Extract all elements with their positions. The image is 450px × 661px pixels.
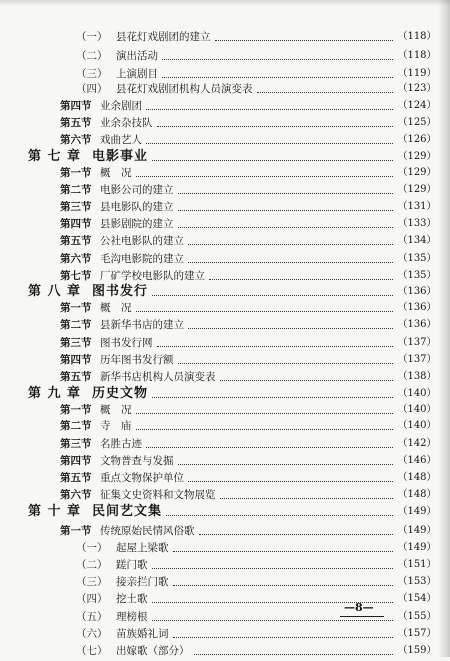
toc-sub-title: 挖土歌 [116,593,148,605]
toc-sub-title: 起屋上梁歌 [116,542,169,554]
toc-dot-leader [178,363,393,364]
toc-section-number: 第二节 [60,184,92,196]
toc-section-title: 历年图书发行额 [100,354,174,366]
toc-section-title: 寺 庙 [100,420,132,432]
toc-dot-leader [173,637,393,638]
toc-section-number: 第一节 [60,404,92,416]
toc-dot-leader [162,77,393,78]
toc-sub-row [0,641,450,661]
toc-page-number: （129） [397,151,437,162]
toc-section-number: 第三节 [60,337,92,349]
page-number: —8— [344,601,374,614]
toc-dot-leader [173,585,393,586]
toc-page-number: （142） [397,438,437,449]
toc-chapter-number: 第 七 章 [28,149,82,164]
toc-section-title: 业余剧团 [100,100,142,112]
toc-section-title: 概 况 [100,167,132,179]
toc-dot-leader [157,126,393,127]
toc-sub-number: （二） [76,50,108,62]
toc-section-title: 县影剧院的建立 [100,218,174,230]
toc-section-title: 图书发行网 [100,337,153,349]
toc-page-number: （148） [397,472,437,483]
toc-dot-leader [220,380,393,381]
toc-dot-leader [199,534,393,535]
toc-sub-title: 接亲拦门歌 [116,576,169,588]
toc-chapter-title: 历史文物 [92,386,149,401]
toc-section-number: 第四节 [60,354,92,366]
toc-sub-row [0,27,450,47]
toc-sub-number: （四） [76,593,108,605]
toc-sub-number: （四） [76,83,108,95]
toc-page-number: （140） [397,388,437,399]
footer-rule [340,616,384,617]
toc-chapter-title: 图书发行 [92,284,149,299]
toc-dot-leader [178,227,393,228]
toc-section-title: 概 况 [100,302,132,314]
toc-section-title: 县电影队的建立 [100,201,174,213]
toc-sub-title: 蹉门歌 [116,559,148,571]
toc-section-title: 重点文物保护单位 [100,472,184,484]
toc-page-number: （149） [397,525,437,536]
toc-dot-leader [146,447,393,448]
toc-dot-leader [136,176,393,177]
toc-dot-leader [178,464,393,465]
toc-dot-leader [136,311,393,312]
toc-dot-leader [178,193,393,194]
toc-dot-leader [178,210,393,211]
toc-page-number: （137） [397,354,437,365]
toc-section-number: 第五节 [60,117,92,129]
toc-section-number: 第四节 [60,218,92,230]
toc-section-title: 征集文史资料和文物展览 [100,489,216,501]
toc-dot-leader [194,654,393,655]
toc-sub-number: （七） [76,645,108,657]
toc-page-number: （155） [397,611,437,622]
toc-section-title: 电影公司的建立 [100,184,174,196]
toc-sub-title: 县花灯戏剧团机构人员演变表 [116,83,253,95]
toc-section-title: 概 况 [100,404,132,416]
toc-page-number: （136） [397,286,437,297]
toc-section-number: 第三节 [60,438,92,450]
toc-page-number: （140） [397,420,437,431]
toc-chapter-number: 第 十 章 [28,504,82,519]
toc-page-number: （124） [397,100,437,111]
toc-sub-number: （三） [76,576,108,588]
toc-section-number: 第二节 [60,420,92,432]
toc-section-title: 名胜古迹 [100,438,142,450]
toc-section-number: 第五节 [60,371,92,383]
toc-sub-number: （一） [76,31,108,43]
toc-sub-number: （三） [76,68,108,80]
toc-section-number: 第五节 [60,235,92,247]
toc-section-number: 第二节 [60,319,92,331]
toc-section-title: 毛沟电影院的建立 [100,253,184,265]
toc-sub-number: （六） [76,628,108,640]
toc-dot-leader [152,568,393,569]
toc-page-number: （151） [397,559,437,570]
toc-section-title: 文物普查与发掘 [100,455,174,467]
toc-section-title: 新华书店机构人员演变表 [100,371,216,383]
toc-dot-leader [136,429,393,430]
toc-dot-leader [188,328,393,329]
toc-section-title: 戏曲艺人 [100,134,142,146]
toc-chapter-number: 第 九 章 [28,386,82,401]
toc-section-title: 县新华书店的建立 [100,319,184,331]
toc-sub-title: 上演剧目 [116,68,158,80]
toc-page-number: （126） [397,134,437,145]
toc-section-row [0,315,450,335]
toc-page-number: （129） [397,184,437,195]
toc-section-number: 第六节 [60,134,92,146]
toc-section-number: 第三节 [60,201,92,213]
toc-page-number: （125） [397,117,437,128]
toc-page-number: （149） [397,506,437,517]
toc-dot-leader [152,397,393,398]
toc-page-number: （159） [397,645,437,656]
toc-page-number: （133） [397,218,437,229]
toc-page-number: （131） [397,201,437,212]
toc-dot-leader [146,109,393,110]
toc-dot-leader [152,160,393,161]
toc-page-number: （149） [397,542,437,553]
toc-dot-leader [157,346,393,347]
toc-dot-leader [152,620,393,621]
toc-sub-row [0,589,450,609]
toc-page-number: （134） [397,235,437,246]
toc-sub-title: 出嫁歌（部分） [116,645,190,657]
toc-page-number: （135） [397,270,437,281]
toc-section-number: 第一节 [60,167,92,179]
toc-section-number: 第六节 [60,253,92,265]
toc-page-number: （148） [397,489,437,500]
toc-sub-title: 理榜根 [116,611,148,623]
toc-dot-leader [215,40,393,41]
toc-section-row [0,231,450,251]
toc-dot-leader [136,413,393,414]
toc-chapter-title: 民间艺文集 [92,504,163,519]
toc-section-title: 传统原始民情风俗歌 [100,525,195,537]
toc-dot-leader [188,481,393,482]
toc-sub-number: （五） [76,611,108,623]
toc-section-title: 公社电影队的建立 [100,235,184,247]
toc-page-number: （123） [397,83,437,94]
toc-dot-leader [209,279,393,280]
toc-section-number: 第五节 [60,472,92,484]
toc-dot-leader [146,143,393,144]
toc-section-number: 第七节 [60,270,92,282]
toc-dot-leader [220,498,393,499]
toc-section-number: 第六节 [60,489,92,501]
toc-chapter-number: 第 八 章 [28,284,82,299]
toc-section-number: 第四节 [60,455,92,467]
toc-page-number: （136） [397,302,437,313]
toc-page-number: （157） [397,628,437,639]
toc-sub-title: 苗族婚礼词 [116,628,169,640]
toc-dot-leader [152,295,393,296]
toc-sub-title: 县花灯戏剧团的建立 [116,31,211,43]
toc-dot-leader [188,262,393,263]
page-binding-shadow [438,0,450,657]
toc-dot-leader [173,551,393,552]
toc-section-title: 厂矿学校电影队的建立 [100,270,205,282]
toc-section-number: 第一节 [60,302,92,314]
toc-page-number: （138） [397,371,437,382]
toc-dot-leader [257,92,393,93]
toc-page-number: （119） [397,68,437,79]
toc-section-row [0,416,450,436]
toc-page-number: （135） [397,253,437,264]
toc-page-number: （154） [397,593,437,604]
toc-page-number: （153） [397,576,437,587]
toc-page-number: （118） [397,31,437,42]
toc-dot-leader [162,59,393,60]
toc-section-title: 业余杂技队 [100,117,153,129]
toc-page-number: （140） [397,404,437,415]
toc-dot-leader [166,515,393,516]
toc-section-number: 第一节 [60,525,92,537]
toc-section-number: 第四节 [60,100,92,112]
toc-page-number: （118） [397,50,437,61]
toc-chapter-title: 电影事业 [92,149,149,164]
toc-page-number: （146） [397,455,437,466]
toc-sub-title: 演出活动 [116,50,158,62]
toc-chapter-row [0,502,450,522]
toc-page-number: （129） [397,167,437,178]
toc-sub-row [0,46,450,66]
toc-sub-number: （一） [76,542,108,554]
toc-dot-leader [188,244,393,245]
toc-sub-number: （二） [76,559,108,571]
toc-page-number: （136） [397,319,437,330]
toc-page-number: （137） [397,337,437,348]
